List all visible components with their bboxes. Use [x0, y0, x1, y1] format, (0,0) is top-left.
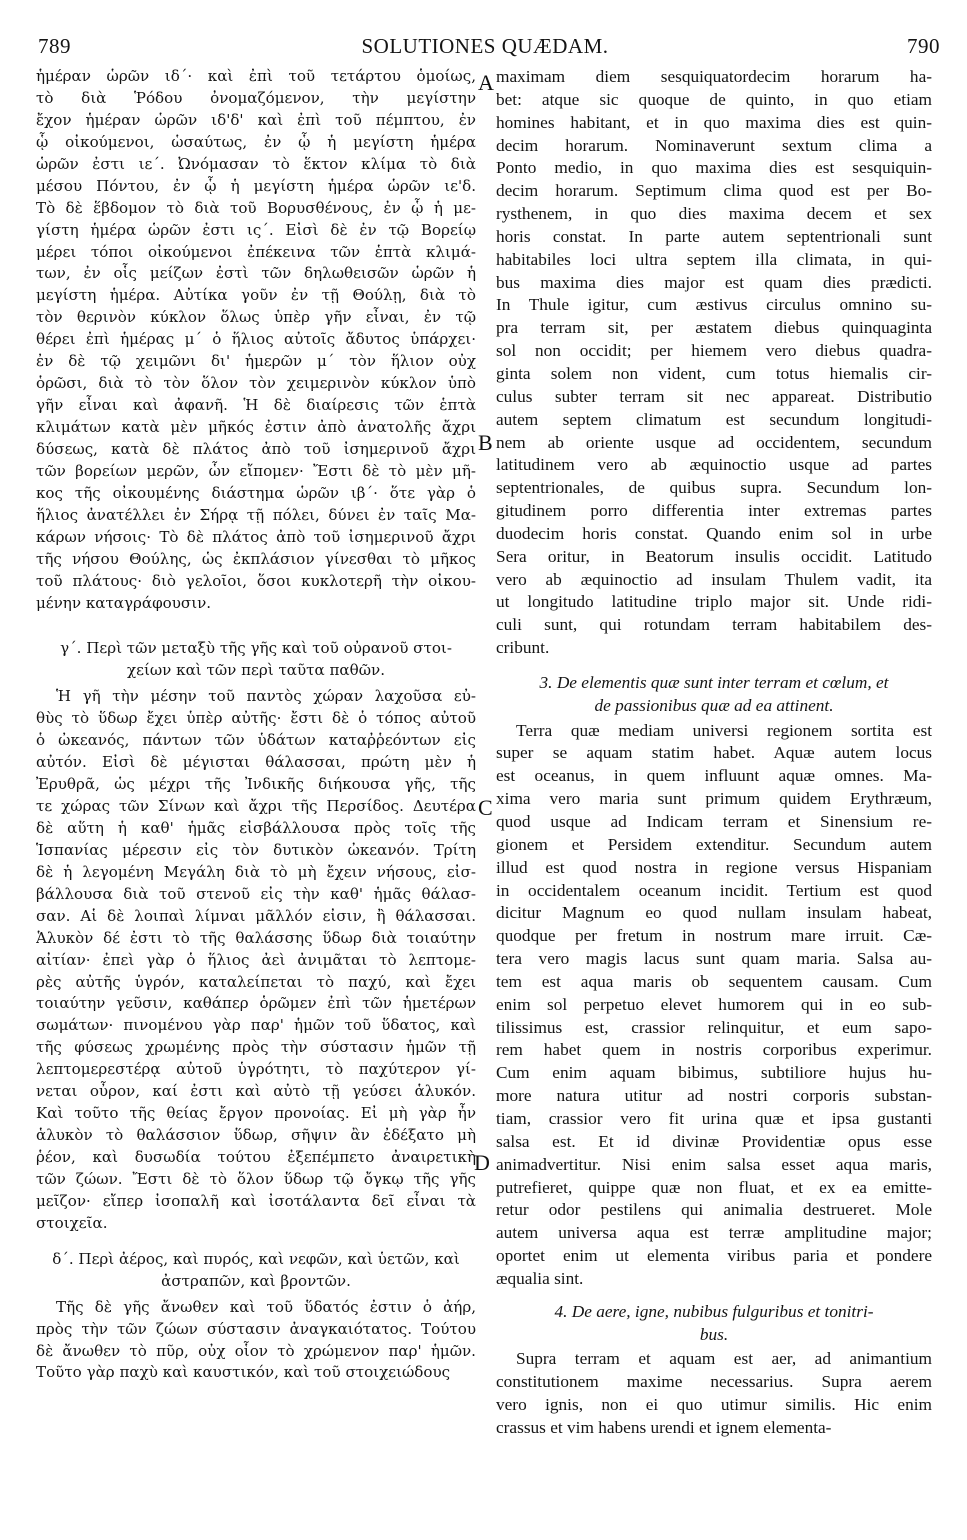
greek-section-4-heading: [36, 1249, 476, 1293]
latin-line: in occidentalem oceanum incidit. Tertium est quod: [496, 880, 932, 900]
running-header: [30, 34, 940, 58]
greek-line: γῆν εἶναι καὶ ἀφανῆ. Ἡ δὲ διαίρεσις τῶν ἑπτὰ: [36, 396, 476, 415]
greek-line: Ἁλυκὸν δέ ἐστι τὸ τῆς θαλάσσης ὕδωρ διὰ τοιαύτην: [36, 928, 476, 947]
latin-line: vero ab æquinoctio ad insulam Thulem vadit, ita: [496, 569, 932, 589]
greek-section-3-heading: [36, 638, 476, 682]
latin-line: maximam diem sesquiquatordecim horarum ha-: [496, 67, 932, 86]
margin-letter-b: B: [478, 430, 493, 455]
left-page-number: 789: [38, 34, 71, 58]
greek-line: μένην καταγράφουσιν.: [36, 593, 212, 612]
greek-line: Ἡ γῆ τὴν μέσην τοῦ παντὸς χώραν λαχοῦσα εὐ-: [56, 687, 476, 706]
greek-line: στοιχεῖα.: [36, 1213, 108, 1232]
latin-column: [496, 66, 932, 1440]
greek-line: σαν. Αἱ δὲ λοιπαὶ λίμναι μᾶλλόν εἰσιν, ἢ θάλασσαι.: [36, 906, 476, 925]
greek-line: ἔχον ἡμέραν ὡρῶν ιδ'δ' καὶ ἐπὶ τοῦ πέμπτου, ἐν: [36, 110, 476, 129]
latin-line: decim horarum. Septimum clima quod est per Bo-: [496, 181, 932, 201]
latin-line: ut longitudo latitudine triplo major sit. Unde ridi-: [496, 592, 932, 612]
greek-line: δὲ ἡ λεγομένη Μεγάλη διὰ τὸ μὴ ἔχειν νήσους, εἰσ-: [36, 862, 476, 881]
latin-line: xima vero maria sunt primum quidem Erythræum,: [496, 789, 932, 809]
margin-letter-a: A: [478, 70, 494, 95]
greek-line: Ἱσπανίας μέρεσιν εἰς τὸν δυτικὸν ὠκεανόν. Τρίτη: [36, 840, 476, 859]
greek-line: πρὸς τὴν τῶν ζώων σύστασιν ἀναγκαιότατος. Τούτου: [36, 1319, 476, 1338]
greek-line: κλιμάτων κατὰ μὲν μῆκός ἐστιν ἀπὸ ἀνατολῆς ἄχρι: [36, 418, 476, 436]
greek-line: θέρει ἐπὶ ἡμέρας μ΄ ὁ ἥλιος αὐτοῖς ἄδυτος ὑπάρχει·: [36, 330, 476, 349]
latin-line: 4. De aere, igne, nubibus fulguribus et tonitri-: [554, 1301, 874, 1321]
latin-line: ginta solem non vident, cum totus hiemalis cir-: [496, 363, 932, 383]
latin-line: salsa est. Et id divinæ Providentiæ opus esse: [496, 1131, 932, 1151]
greek-line: δὲ ἄνωθεν τὸ πῦρ, οὐχ οἷον τὸ χρώμενον παρ' ἡμῶν.: [36, 1341, 476, 1360]
greek-line: γίστη ἡμέρα ὡρῶν ἐστι ις΄. Εἰσὶ δὲ ἐν τῷ Βορείῳ: [36, 220, 476, 239]
greek-line: Ἐρυθρᾶ, ὡς μέχρι τῆς Ἰνδικῆς διήκουσα γῆς, τῆς: [36, 775, 476, 794]
greek-paragraph-2: [36, 686, 476, 1234]
latin-line: quod usque ad Indicam terram et Sinensium re-: [496, 812, 932, 831]
greek-line: μεῖζον· εἴπερ ἰσοπαλῆ καὶ ἰσοτάλαντα δεῖ εἶναι τὰ: [36, 1191, 476, 1210]
latin-line: 3. De elementis quæ sunt inter terram et cœlum, et: [539, 672, 889, 692]
latin-line: constitutionem maxime necessarius. Supra aerem: [496, 1372, 932, 1392]
latin-paragraph-1: [496, 66, 932, 660]
latin-line: autem universa aqua est terræ amplitudine major;: [496, 1223, 932, 1243]
greek-line: αἰτίαν· ἐπεὶ γὰρ ὁ ἥλιος ἀεὶ ἀνιμᾶται τὸ λεπτομε-: [36, 950, 476, 969]
latin-line: nem ab oriente usque ad occidentem, secundum: [496, 432, 932, 452]
greek-line: κάρων νήσοις· Τὸ δὲ πλάτος ἀπὸ τοῦ ἰσημερινοῦ ἄχρι: [36, 527, 476, 546]
latin-line: enim sol perpetuo elevet humorem qui in eo sub-: [496, 994, 932, 1014]
margin-letter-c: C: [478, 795, 493, 820]
greek-line: ἐν δὲ τῷ χειμῶνι δι' ἡμερῶν μ΄ τὸν ἥλιον οὐχ: [36, 352, 476, 371]
greek-line: ἥλιος ἀνατέλλει ἐν Σήρᾳ τῇ πόλει, δύνει ἐν ταῖς Μα-: [36, 505, 476, 524]
latin-line: est oceanus, in quem influunt aquæ omnes. Ma-: [496, 766, 932, 786]
latin-line: autem septem climatum est secundum longitudi-: [496, 409, 932, 429]
latin-line: more natura utitur ad nostri corporis substan-: [496, 1086, 932, 1106]
greek-line: ρὲς αὐτῆς ὑγρόν, καταλείπεται τὸ παχύ, καὶ ἔχει: [36, 972, 476, 991]
greek-line: ἀστραπῶν, καὶ βροντῶν.: [161, 1271, 351, 1290]
greek-line: τῶν βορείων μερῶν, ὧν εἴπομεν· Ἔστι δὲ τὸ μὲν μῆ-: [36, 461, 476, 480]
latin-line: Terra quæ mediam universi regionem sortita est: [516, 720, 932, 740]
greek-line: ἁλυκὸν τὸ θαλάσσιον ὕδωρ, σῆψιν ἂν ἐδέξατο μὴ: [36, 1126, 476, 1145]
greek-line: θὺς τὸ ὕδωρ ἔχει ὑπὲρ αὐτῆς· ἔστι δὲ ὁ τόπος αὐτοῦ: [36, 709, 476, 728]
greek-line: τὸ διὰ Ῥόδου ὀνομαζόμενον, τὴν μεγίστην: [36, 88, 476, 107]
latin-line: rysthenem, in quo dies maxima decem et sex: [496, 204, 932, 224]
greek-line: Τῆς δὲ γῆς ἄνωθεν καὶ τοῦ ὕδατός ἐστιν ὁ ἀήρ,: [56, 1297, 476, 1316]
latin-line: Supra terram et aquam est aer, ad animantium: [516, 1349, 932, 1369]
greek-line: βάλλουσα διὰ τοῦ στενοῦ εἰς τὴν καθ' ἡμᾶς θάλασ-: [36, 884, 476, 903]
latin-line: oportet enim ut elementa viribus paria et pondere: [496, 1246, 932, 1266]
greek-line: τε χώρας τῶν Σίνων καὶ ἄχρι τῆς Περσίδος. Δευτέρα: [36, 797, 476, 815]
greek-line: μεγίστη ἡμέρα. Αὐτίκα γοῦν ἐν τῇ Θούλῃ, διὰ τὸ: [36, 286, 476, 305]
latin-paragraph-3: [496, 1348, 932, 1439]
latin-line: cribunt.: [496, 638, 550, 658]
latin-line: tiam, crassior vero fit urina quæ et ipsa gustanti: [496, 1108, 932, 1128]
latin-line: decim horarum. Nominaverunt sextum clima a: [496, 135, 932, 155]
greek-line: τῆς φύσεως χρωμένης πρὸς τὴν σύστασιν ἡμῶν τῇ: [36, 1038, 476, 1057]
greek-line: τοῦ πλάτους· διὸ γελοῖοι, ὅσοι κυκλοτερῆ τὴν οἰκου-: [36, 571, 476, 590]
latin-line: animadvertitur. Nisi enim salsa esset aqua maris,: [496, 1154, 932, 1174]
running-title: SOLUTIONES QUÆDAM.: [361, 34, 609, 58]
greek-line: κος τῆς οἰκουμένης διάστημα ὡρῶν ιβ΄· ὅτε γὰρ ὁ: [36, 483, 476, 502]
greek-line: μέρει τόποι οἰκούμενοι ἐπέκεινα τῶν ἑπτὰ κλιμά-: [36, 242, 476, 261]
greek-line: ὁ ὠκεανός, πάντων τῶν ὑδάτων καταῤῥεόντων εἰς: [36, 731, 476, 750]
latin-paragraph-2: [496, 720, 932, 1291]
greek-line: τοιαύτην γεῦσιν, καθάπερ ὁρῶμεν ἐπὶ τῶν ἡμετέρων: [36, 994, 476, 1013]
latin-line: Sera oritur, in Beatorum insulis occidit. Latitudo: [496, 546, 932, 566]
latin-line: tera vero magis lacus sunt quam maria. Salsa au-: [496, 949, 932, 969]
latin-line: gionem et Persidem extenditur. Secundum autem: [496, 834, 932, 854]
latin-line: quodque per fretum in nostrum mare irruit. Cæ-: [496, 926, 932, 946]
latin-line: dicitur Magnum eo quod nullam insulam habeat,: [496, 903, 932, 923]
greek-line: λεπτομερεστέρᾳ αὐτοῦ ὑγρότητι, τὸ παχύτερον γί-: [36, 1060, 476, 1079]
latin-line: In Thule igitur, cum æstivus circulus omnino su-: [496, 295, 932, 315]
latin-line: pra terram sit, per æstatem diebus quinquaginta: [496, 318, 932, 338]
greek-line: σωμάτων· πινομένου γὰρ παρ' ἡμῶν τοῦ ὕδατος, καὶ: [36, 1016, 476, 1035]
greek-line: ὡρῶν ἐστι ιε΄. Ὠνόμασαν τὸ ἕκτον κλίμα τὸ διὰ: [36, 154, 476, 173]
greek-line: νεται οὖρον, καί ἐστι καὶ αὐτὸ τῇ γεύσει ἁλυκόν.: [36, 1082, 476, 1101]
latin-line: tilissimus est, crassior relinquitur, et eum sapo-: [496, 1017, 932, 1037]
greek-line: Καὶ τοῦτο τῆς θείας ἔργον προνοίας. Εἰ μὴ γὰρ ἦν: [36, 1104, 476, 1123]
latin-section-3-heading: [496, 672, 932, 718]
latin-line: vero ignis, non ei quo utimur similis. Hic enim: [496, 1395, 932, 1415]
latin-line: æqualia sint.: [496, 1268, 584, 1288]
greek-line: δύσεως, κατὰ δὲ πλάτος ἀπὸ τοῦ ἰσημερινοῦ ἄχρι: [36, 439, 476, 458]
greek-paragraph-1: [36, 66, 476, 614]
latin-line: de passionibus quæ ad ea attinent.: [594, 695, 834, 715]
latin-line: duodecim horis constat. Quando enim sol in urbe: [496, 523, 932, 543]
latin-line: homines habitant, et in quo maxima dies est quin-: [496, 112, 932, 132]
right-page-number: 790: [907, 34, 940, 58]
latin-line: sol non occidit; per hiemem vero diebus quadra-: [496, 341, 932, 361]
greek-line: τῶν ζώων. Ἔστι δὲ τὸ ὅλον ὕδωρ τῷ ὄγκῳ τῆς γῆς: [36, 1169, 476, 1188]
greek-line: ᾧ οἰκούμενοι, ὡσαύτως, ἐν ᾧ ἡ μεγίστη ἡμέρα: [36, 132, 476, 151]
greek-paragraph-3: [36, 1297, 476, 1385]
greek-line: των, ἐν οἷς μείζων ἐστὶ τῶν δηλωθεισῶν ὡρῶν ἡ: [36, 264, 476, 283]
latin-line: bet: atque sic quoque de quinto, in quo etiam: [496, 89, 932, 109]
latin-line: Ponto medio, in quo maxima dies est sesquiquin-: [496, 158, 932, 178]
latin-line: septentrionales, de quibus supra. Secundum lon-: [496, 478, 932, 498]
latin-line: putrefieret, quippe quæ non fluat, et ex ea emitte-: [496, 1177, 932, 1197]
greek-line: Τὸ δὲ ἕβδομον τὸ διὰ τοῦ Βορυσθένους, ἐν ᾧ ἡ με-: [36, 198, 476, 217]
latin-section-4-heading: [496, 1301, 932, 1347]
greek-line: δ΄. Περὶ ἀέρος, καὶ πυρός, καὶ νεφῶν, καὶ ὑετῶν, καὶ: [52, 1249, 460, 1268]
latin-line: habitabiles loci ultra septem illa climata, in qui-: [496, 249, 932, 269]
margin-letter-d: D: [474, 1150, 490, 1175]
greek-line: μέσου Πόντου, ἐν ᾧ ἡ μεγίστη ἡμέρα ὡρῶν ιε'δ.: [36, 176, 476, 195]
greek-line: ὁρῶσι, διὰ τὸ τὸν ὅλον τὸν χειμερινὸν κύκλον ὑπὸ: [36, 374, 476, 393]
latin-line: horis constat. In parte autem septentrionali sunt: [496, 226, 932, 246]
greek-column: [36, 66, 476, 1384]
greek-line: αὐτόν. Εἰσὶ δὲ μέγισται θάλασσαι, πρώτη μὲν ἡ: [36, 753, 476, 772]
greek-line: δὲ αὕτη ἡ καθ' ἡμᾶς εἰσβάλλουσα πρὸς τοῖς τῆς: [36, 818, 476, 837]
latin-line: culus subter terram sit nec appareat. Distributio: [496, 386, 932, 406]
latin-line: retur odor pestilens qui animalia destrueret. Mole: [496, 1200, 932, 1220]
greek-line: ῥέον, καὶ δυσωδία τούτου ἐξεπέμπετο ἀναιρετικὴ: [36, 1148, 476, 1166]
greek-line: τὸν θερινὸν κύκλον ὅλως ὑπὲρ γῆν εἶναι, ἐν τῷ: [36, 308, 476, 327]
greek-line: Τοῦτο γὰρ παχὺ καὶ καυστικόν, καὶ τοῦ στοιχειώδους: [36, 1363, 451, 1382]
greek-line: ἡμέραν ὡρῶν ιδ΄· καὶ ἐπὶ τοῦ τετάρτου ὁμοίως,: [36, 67, 476, 85]
latin-line: crassus et vim habens urendi et ignem elementa-: [496, 1417, 832, 1437]
greek-line: τῆς νήσου Θούλης, ὡς ἐκπλάσιον γίνεσθαι τὸ μῆκος: [36, 549, 476, 568]
latin-line: illud est quod nostra in regione versus Hispaniam: [496, 857, 932, 877]
latin-line: Cum enim aquam bibimus, subtiliore hujus hu-: [496, 1063, 932, 1083]
greek-line: γ΄. Περὶ τῶν μεταξὺ τῆς γῆς καὶ τοῦ οὐρανοῦ στοι-: [60, 639, 452, 658]
latin-line: bus maxima dies major est quam dies prædicti.: [496, 272, 932, 292]
latin-line: super se aquam statim habet. Aquæ autem locus: [496, 743, 932, 763]
latin-line: bus.: [699, 1324, 729, 1344]
latin-line: latitudinem vero ab æquinoctio usque ad partes: [496, 455, 932, 475]
latin-line: rem habet quem in nostris corporibus experimur.: [496, 1040, 932, 1060]
latin-line: gitudinem porro differentia inter extremas partes: [496, 501, 932, 521]
latin-line: culi sunt, qui rotundam terram habitabilem des-: [496, 615, 932, 635]
latin-line: tem est aqua maris ob sequentem causam. Cum: [496, 971, 932, 991]
greek-line: χείων καὶ τῶν περὶ ταῦτα παθῶν.: [126, 661, 385, 680]
